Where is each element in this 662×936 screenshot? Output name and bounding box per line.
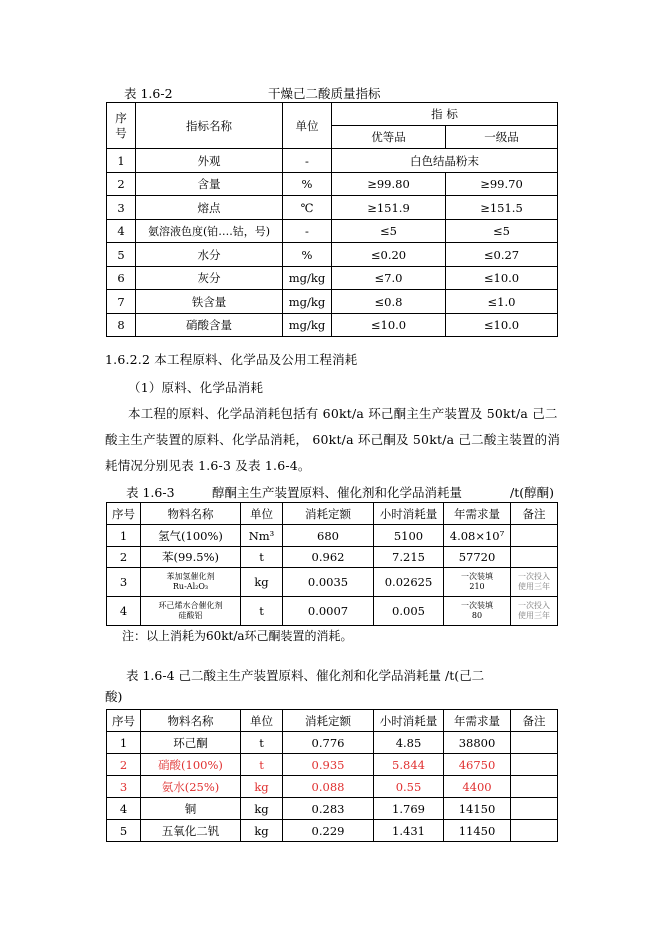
table-row xyxy=(107,547,558,568)
header-no: 序号 xyxy=(107,503,141,525)
header-first: 一级品 xyxy=(446,126,558,149)
header-unit: 单位 xyxy=(283,103,332,149)
cell-material: 氢气(100%) xyxy=(141,525,241,547)
table2-footnote: 注：以上消耗为60kt/a环己酮装置的消耗。 xyxy=(122,629,353,643)
cell-unit: kg xyxy=(241,820,283,842)
cell-annual: 4400 xyxy=(444,776,511,798)
cell-annual: 57720 xyxy=(444,547,511,568)
table-row-highlighted xyxy=(107,776,558,798)
table1-caption-number: 表 1.6-2 xyxy=(124,86,173,101)
cell-premium: ≤5 xyxy=(332,220,446,243)
subsection-heading: （1）原料、化学品消耗 xyxy=(128,380,264,395)
cell-first: ≤1.0 xyxy=(446,290,558,314)
table-row xyxy=(107,220,558,243)
quality-index-table xyxy=(106,102,558,337)
table-row xyxy=(107,732,558,754)
cell-material: 苯(99.5%) xyxy=(141,547,241,568)
header-unit: 单位 xyxy=(241,503,283,525)
cell-hourly: 5100 xyxy=(374,525,444,547)
cell-note xyxy=(511,820,558,842)
cell-no: 5 xyxy=(107,243,136,267)
cell-unit: mg/kg xyxy=(283,290,332,314)
table3-caption: 表 1.6-4 己二酸主生产装置原料、催化剂和化学品消耗量 /t(己二 xyxy=(126,668,485,683)
cell-no: 6 xyxy=(107,267,136,290)
header-unit: 单位 xyxy=(241,710,283,732)
cell-material xyxy=(141,597,241,626)
table-row xyxy=(107,149,558,173)
cell-first: ≥151.5 xyxy=(446,196,558,220)
cell-premium: ≥99.80 xyxy=(332,173,446,196)
cell-first: ≤0.27 xyxy=(446,243,558,267)
cell-material: 硝酸(100%) xyxy=(141,754,241,776)
cell-unit: % xyxy=(283,173,332,196)
paragraph-line: 耗情况分别见表 1.6-3 及表 1.6-4。 xyxy=(105,458,311,473)
table-header-row xyxy=(107,503,558,525)
cell-unit: kg xyxy=(241,776,283,798)
cell-unit: - xyxy=(283,220,332,243)
header-annual: 年需求量 xyxy=(444,710,511,732)
cell-annual: 4.08×10⁷ xyxy=(444,525,511,547)
cell-note xyxy=(511,568,558,597)
note-line: 一次投入 xyxy=(518,601,550,610)
table3-caption-cont: 酸) xyxy=(105,689,123,704)
header-premium: 优等品 xyxy=(332,126,446,149)
cell-no: 8 xyxy=(107,314,136,337)
cell-quota: 0.229 xyxy=(283,820,374,842)
cell-premium: ≤0.8 xyxy=(332,290,446,314)
cell-annual: 38800 xyxy=(444,732,511,754)
cell-hourly: 0.55 xyxy=(374,776,444,798)
cell-no: 2 xyxy=(107,547,141,568)
cell-first: ≤10.0 xyxy=(446,314,558,337)
header-index: 指 标 xyxy=(332,103,558,126)
cell-annual: 46750 xyxy=(444,754,511,776)
cell-hourly: 0.02625 xyxy=(374,568,444,597)
header-note: 备注 xyxy=(511,503,558,525)
table-row xyxy=(107,173,558,196)
cell-no: 2 xyxy=(107,754,141,776)
cell-material xyxy=(141,568,241,597)
cell-unit: mg/kg xyxy=(283,314,332,337)
cell-hourly: 4.85 xyxy=(374,732,444,754)
cell-quota: 0.0035 xyxy=(283,568,374,597)
header-note: 备注 xyxy=(511,710,558,732)
cell-unit: % xyxy=(283,243,332,267)
note-line: 一次投入 xyxy=(518,572,550,581)
cell-no: 3 xyxy=(107,196,136,220)
cell-name: 氨溶液色度(铂….钴，号) xyxy=(136,220,283,243)
cell-material: 铜 xyxy=(141,798,241,820)
cell-quota: 0.935 xyxy=(283,754,374,776)
cell-annual: 14150 xyxy=(444,798,511,820)
cell-hourly: 5.844 xyxy=(374,754,444,776)
cell-no: 1 xyxy=(107,732,141,754)
section-heading: 1.6.2.2 本工程原料、化学品及公用工程消耗 xyxy=(105,352,358,367)
cell-quota: 680 xyxy=(283,525,374,547)
cell-hourly: 1.769 xyxy=(374,798,444,820)
cell-unit: t xyxy=(241,597,283,626)
cyclohexanone-consumption-table xyxy=(106,502,558,626)
cell-no: 2 xyxy=(107,173,136,196)
cell-note xyxy=(511,547,558,568)
cell-no: 1 xyxy=(107,149,136,173)
cell-name: 硝酸含量 xyxy=(136,314,283,337)
material-line: 环己烯水合催化剂 xyxy=(158,601,223,610)
cell-note xyxy=(511,754,558,776)
table-row xyxy=(107,290,558,314)
cell-quota: 0.088 xyxy=(283,776,374,798)
annual-line: 210 xyxy=(469,582,485,591)
cell-note xyxy=(511,798,558,820)
table-row xyxy=(107,568,558,597)
table-row xyxy=(107,525,558,547)
cell-premium: ≥151.9 xyxy=(332,196,446,220)
table-row xyxy=(107,267,558,290)
cell-name: 灰分 xyxy=(136,267,283,290)
table2-caption-number: 表 1.6-3 xyxy=(126,485,175,500)
header-hourly: 小时消耗量 xyxy=(374,503,444,525)
cell-name: 铁含量 xyxy=(136,290,283,314)
cell-no: 4 xyxy=(107,597,141,626)
table-row xyxy=(107,798,558,820)
cell-no: 5 xyxy=(107,820,141,842)
table-row xyxy=(107,196,558,220)
paragraph-line: 酸主生产装置的原料、化学品消耗， 60kt/a 环己酮及 50kt/a 己二酸主装置的消 xyxy=(105,432,561,447)
cell-note xyxy=(511,597,558,626)
cell-material: 氨水(25%) xyxy=(141,776,241,798)
material-line: 苯加氢催化剂 xyxy=(166,572,215,581)
table-row xyxy=(107,243,558,267)
cell-no: 4 xyxy=(107,220,136,243)
table-header-row xyxy=(107,103,558,126)
cell-unit: kg xyxy=(241,568,283,597)
cell-unit: t xyxy=(241,732,283,754)
table2-caption-title: 醇酮主生产装置原料、催化剂和化学品消耗量 xyxy=(212,485,463,500)
cell-no: 1 xyxy=(107,525,141,547)
header-no: 序号 xyxy=(107,710,141,732)
cell-no: 3 xyxy=(107,776,141,798)
header-annual: 年需求量 xyxy=(444,503,511,525)
header-no: 序 号 xyxy=(107,103,136,149)
cell-name: 水分 xyxy=(136,243,283,267)
cell-unit: t xyxy=(241,547,283,568)
material-line: Ru-Al₂O₃ xyxy=(172,582,209,591)
cell-name: 含量 xyxy=(136,173,283,196)
cell-hourly: 7.215 xyxy=(374,547,444,568)
cell-material: 五氧化二钒 xyxy=(141,820,241,842)
header-quota: 消耗定额 xyxy=(283,710,374,732)
cell-first: ≤10.0 xyxy=(446,267,558,290)
paragraph-line: 本工程的原料、化学品消耗包括有 60kt/a 环己酮主生产装置及 50kt/a 己二 xyxy=(128,406,558,421)
cell-annual xyxy=(444,597,511,626)
table-row xyxy=(107,597,558,626)
cell-hourly: 1.431 xyxy=(374,820,444,842)
cell-name: 熔点 xyxy=(136,196,283,220)
cell-no: 7 xyxy=(107,290,136,314)
annual-line: 一次装填 xyxy=(461,572,493,581)
material-line: 硅酸铝 xyxy=(178,611,203,620)
cell-name: 外观 xyxy=(136,149,283,173)
cell-premium: ≤0.20 xyxy=(332,243,446,267)
cell-note xyxy=(511,776,558,798)
cell-hourly: 0.005 xyxy=(374,597,444,626)
cell-quota: 0.962 xyxy=(283,547,374,568)
annual-line: 80 xyxy=(471,611,483,620)
cell-quota: 0.776 xyxy=(283,732,374,754)
note-line: 使用三年 xyxy=(518,611,550,620)
cell-unit: - xyxy=(283,149,332,173)
cell-note xyxy=(511,732,558,754)
cell-premium: ≤7.0 xyxy=(332,267,446,290)
header-hourly: 小时消耗量 xyxy=(374,710,444,732)
header-name: 指标名称 xyxy=(136,103,283,149)
header-material: 物料名称 xyxy=(141,503,241,525)
header-material: 物料名称 xyxy=(141,710,241,732)
table-row-highlighted xyxy=(107,754,558,776)
cell-no: 3 xyxy=(107,568,141,597)
cell-unit: kg xyxy=(241,798,283,820)
cell-note xyxy=(511,525,558,547)
cell-unit: ℃ xyxy=(283,196,332,220)
cell-quota: 0.283 xyxy=(283,798,374,820)
cell-merged: 白色结晶粉末 xyxy=(332,149,558,173)
cell-annual xyxy=(444,568,511,597)
annual-line: 一次装填 xyxy=(461,601,493,610)
note-line: 使用三年 xyxy=(518,582,550,591)
cell-unit: Nm³ xyxy=(241,525,283,547)
cell-quota: 0.0007 xyxy=(283,597,374,626)
adipic-acid-consumption-table xyxy=(106,709,558,842)
cell-material: 环己酮 xyxy=(141,732,241,754)
table2-caption-unit: /t(醇酮) xyxy=(510,485,554,500)
cell-unit: mg/kg xyxy=(283,267,332,290)
cell-premium: ≤10.0 xyxy=(332,314,446,337)
cell-unit: t xyxy=(241,754,283,776)
cell-no: 4 xyxy=(107,798,141,820)
table1-caption-title: 干燥己二酸质量指标 xyxy=(268,86,381,101)
table-row xyxy=(107,314,558,337)
table-header-row xyxy=(107,710,558,732)
cell-first: ≥99.70 xyxy=(446,173,558,196)
header-quota: 消耗定额 xyxy=(283,503,374,525)
cell-annual: 11450 xyxy=(444,820,511,842)
table-row xyxy=(107,820,558,842)
cell-first: ≤5 xyxy=(446,220,558,243)
